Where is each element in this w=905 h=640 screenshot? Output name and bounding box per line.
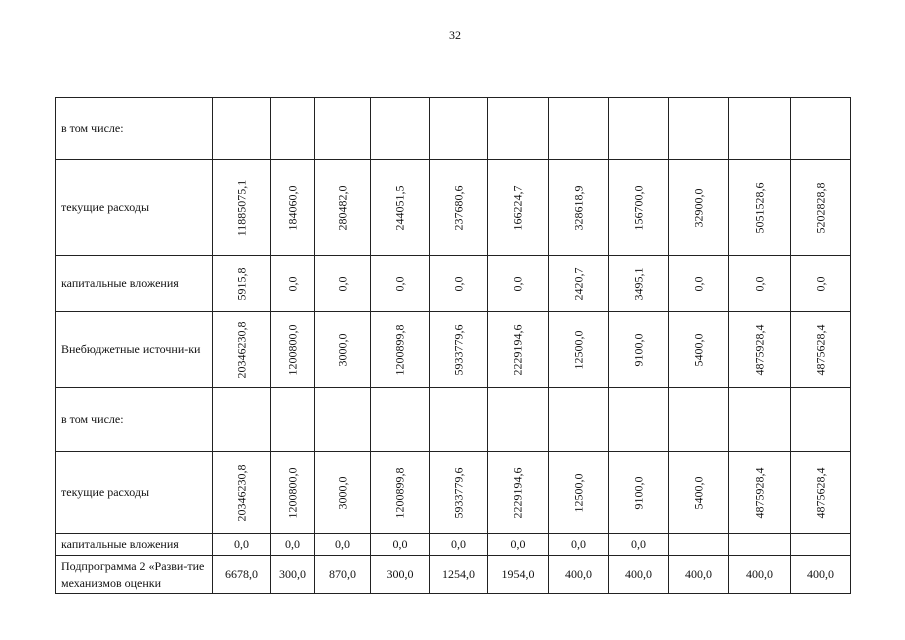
table-cell	[271, 98, 315, 160]
cell-value: 400,0	[609, 556, 669, 594]
cell-value: 6678,0	[213, 556, 271, 594]
table-cell	[729, 98, 791, 160]
table-cell	[371, 452, 430, 534]
table-cell	[315, 312, 371, 388]
cell-value: 300,0	[271, 556, 315, 594]
table-cell	[791, 98, 851, 160]
cell-value: 400,0	[669, 556, 729, 594]
row-label: в том числе:	[56, 388, 213, 452]
cell-value: 4875628,4	[813, 324, 827, 375]
table-row	[56, 98, 851, 160]
cell-value: 0,0	[315, 534, 371, 556]
cell-value: 400,0	[791, 556, 851, 594]
cell-value: 0,0	[510, 276, 525, 291]
table-cell	[315, 388, 371, 452]
cell-value: 280482,0	[335, 185, 349, 230]
table-cell	[271, 452, 315, 534]
cell-value: 1200800,0	[285, 467, 299, 518]
table-cell	[791, 160, 851, 256]
cell-value: 0,0	[285, 276, 299, 291]
table-cell	[213, 452, 271, 534]
table-cell	[315, 98, 371, 160]
table-cell	[213, 160, 271, 256]
cell-value: 0,0	[609, 534, 669, 556]
cell-value: 0,0	[549, 534, 609, 556]
table-cell	[669, 98, 729, 160]
table-cell	[549, 256, 609, 312]
table-cell	[213, 98, 271, 160]
cell-value: 184060,0	[285, 185, 299, 230]
table-cell	[609, 452, 669, 534]
table-cell	[271, 388, 315, 452]
table-cell	[791, 312, 851, 388]
cell-value: 400,0	[729, 556, 791, 594]
table-row	[56, 160, 851, 256]
cell-value: 237680,6	[451, 185, 465, 230]
cell-value: 1954,0	[488, 556, 549, 594]
row-label: Внебюджетные источни-ки	[56, 312, 213, 388]
table-cell	[430, 98, 488, 160]
table-cell	[371, 160, 430, 256]
cell-value: 2229194,6	[510, 324, 525, 375]
cell-value: 4875928,4	[752, 324, 766, 375]
cell-value: 20346230,8	[234, 321, 248, 378]
table-cell	[669, 160, 729, 256]
table-cell	[430, 388, 488, 452]
table-row	[56, 534, 851, 556]
cell-value: 0,0	[691, 276, 705, 291]
table-cell	[791, 452, 851, 534]
table-cell	[488, 312, 549, 388]
cell-value: 870,0	[315, 556, 371, 594]
cell-value: 0,0	[451, 276, 465, 291]
row-label: текущие расходы	[56, 452, 213, 534]
cell-value: 1200899,8	[392, 467, 407, 518]
table-cell	[609, 388, 669, 452]
cell-value: 328618,9	[571, 185, 585, 230]
table-cell	[729, 312, 791, 388]
table-row	[56, 452, 851, 534]
row-label: капитальные вложения	[56, 256, 213, 312]
table-cell	[488, 160, 549, 256]
cell-value: 5915,8	[234, 267, 248, 300]
cell-value: 2420,7	[571, 267, 585, 300]
cell-value: 166224,7	[510, 185, 525, 230]
table-cell	[315, 452, 371, 534]
budget-table	[55, 97, 851, 594]
table-cell	[609, 98, 669, 160]
table-cell	[371, 388, 430, 452]
table-cell	[430, 452, 488, 534]
cell-value: 5933779,6	[451, 467, 465, 518]
cell-value: 20346230,8	[234, 464, 248, 521]
cell-value: 1200899,8	[392, 324, 407, 375]
cell-value: 0,0	[813, 276, 827, 291]
table-cell	[669, 452, 729, 534]
cell-value: 300,0	[371, 556, 430, 594]
cell-value: 2229194,6	[510, 467, 525, 518]
table-cell	[729, 452, 791, 534]
table-cell	[609, 312, 669, 388]
table-row	[56, 556, 851, 594]
cell-value: 32900,0	[691, 188, 705, 227]
table-cell	[729, 160, 791, 256]
table-cell	[488, 98, 549, 160]
table-cell	[271, 312, 315, 388]
cell-value: 400,0	[549, 556, 609, 594]
table-row	[56, 388, 851, 452]
table-cell	[271, 256, 315, 312]
row-label: капитальные вложения	[56, 534, 213, 556]
cell-value: 5933779,6	[451, 324, 465, 375]
table-cell	[371, 256, 430, 312]
table-cell	[213, 388, 271, 452]
page-number: 32	[449, 28, 461, 42]
table-cell	[549, 98, 609, 160]
cell-value: 0,0	[392, 276, 407, 291]
table-cell	[371, 98, 430, 160]
table-cell	[430, 160, 488, 256]
table-cell	[791, 388, 851, 452]
cell-value: 0,0	[335, 276, 349, 291]
cell-value: 3000,0	[335, 333, 349, 366]
table-cell	[315, 256, 371, 312]
cell-value: 3000,0	[335, 476, 349, 509]
cell-value: 9100,0	[631, 333, 645, 366]
cell-value: 9100,0	[631, 476, 645, 509]
table-cell	[271, 160, 315, 256]
table-cell	[488, 452, 549, 534]
table-cell	[669, 388, 729, 452]
row-label: текущие расходы	[56, 160, 213, 256]
table-cell	[609, 160, 669, 256]
table-cell	[315, 160, 371, 256]
table-cell	[371, 312, 430, 388]
cell-value: 0,0	[488, 534, 549, 556]
cell-value: 3495,1	[631, 267, 645, 300]
table-cell	[609, 256, 669, 312]
table-cell	[488, 256, 549, 312]
table-cell	[549, 388, 609, 452]
table-cell	[791, 256, 851, 312]
cell-value: 5051528,6	[752, 182, 766, 233]
table-cell	[549, 452, 609, 534]
cell-value: 4875928,4	[752, 467, 766, 518]
cell-value: 0,0	[213, 534, 271, 556]
cell-value	[669, 534, 729, 556]
row-label: Подпрограмма 2 «Разви-тие механизмов оценки	[56, 556, 213, 594]
cell-value: 12500,0	[571, 330, 585, 369]
cell-value: 156700,0	[631, 185, 645, 230]
cell-value: 5202828,8	[813, 182, 827, 233]
cell-value: 5400,0	[691, 333, 705, 366]
cell-value: 1254,0	[430, 556, 488, 594]
table-row	[56, 312, 851, 388]
table-cell	[213, 312, 271, 388]
table-row	[56, 256, 851, 312]
cell-value	[729, 534, 791, 556]
cell-value: 12500,0	[571, 473, 585, 512]
cell-value: 0,0	[371, 534, 430, 556]
table-cell	[549, 160, 609, 256]
table-cell	[549, 312, 609, 388]
cell-value: 244051,5	[392, 185, 407, 230]
table-cell	[430, 312, 488, 388]
table-cell	[669, 312, 729, 388]
table-cell	[669, 256, 729, 312]
table-cell	[729, 256, 791, 312]
cell-value: 0,0	[430, 534, 488, 556]
cell-value: 4875628,4	[813, 467, 827, 518]
cell-value: 11885075,1	[234, 179, 248, 236]
cell-value: 5400,0	[691, 476, 705, 509]
table-cell	[213, 256, 271, 312]
table-cell	[729, 388, 791, 452]
row-label: в том числе:	[56, 98, 213, 160]
cell-value: 0,0	[271, 534, 315, 556]
table-cell	[430, 256, 488, 312]
table-cell	[488, 388, 549, 452]
cell-value: 0,0	[752, 276, 766, 291]
cell-value: 1200800,0	[285, 324, 299, 375]
cell-value	[791, 534, 851, 556]
